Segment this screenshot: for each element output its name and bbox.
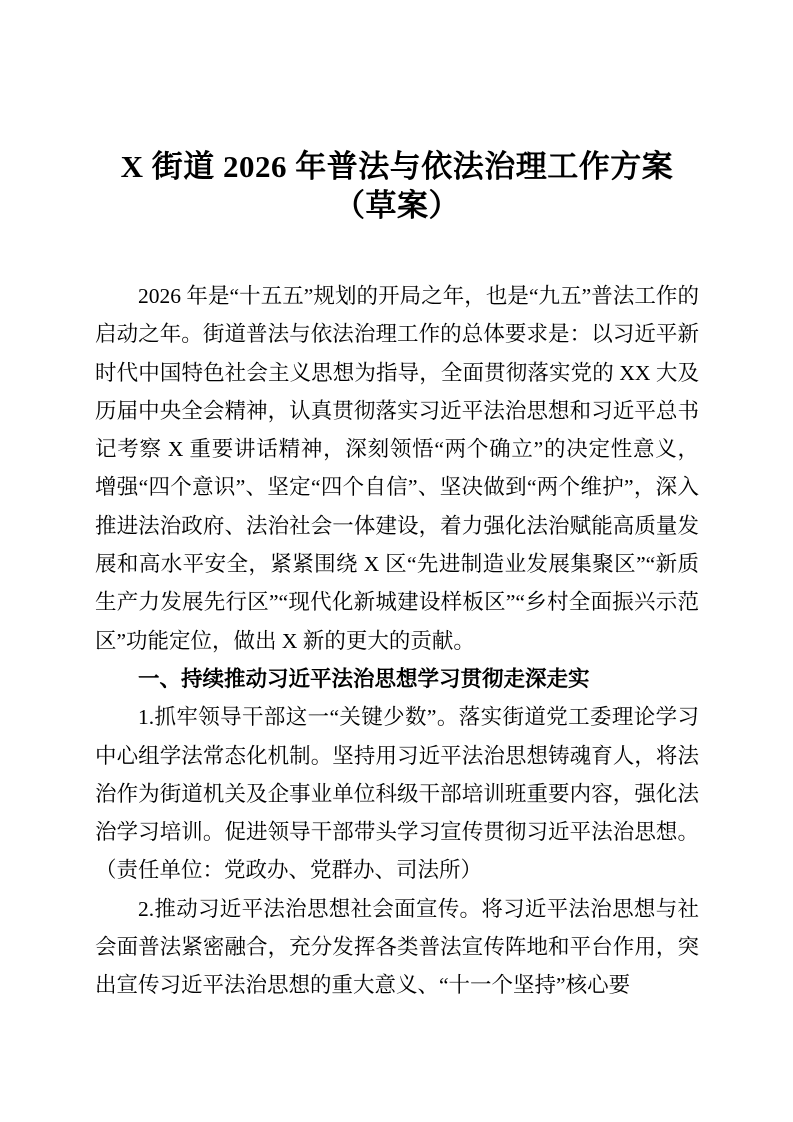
numbered-paragraph-1: 1.抓牢领导干部这一“关键少数”。落实街道党工委理论学习中心组学法常态化机制。坚持用习近平法治思想铸魂育人，将法治作为街道机关及企事业单位科级干部培训班重要内容，强化法治学习培训。促进领导干部带头学习宣传贯彻习近平法治思想。（责任单位：党政办、党群办、司法所） [95,705,699,883]
intro-paragraph: 2026 年是“十五五”规划的开局之年，也是“九五”普法工作的启动之年。街道普法与依法治理工作的总体要求是：以习近平新时代中国特色社会主义思想为指导，全面贯彻落实党的 XX 大及历届中央全会精神，认真贯彻落实习近平法治思想和习近平总书记考察 X 重要讲话精神，深刻领悟“两个确立”的决定性意义，增强“四个意识”、坚定“四个自信”、坚决做到“两个维护”，深入推进法治政府、法治社会一体建设，着力强化法治赋能高质量发展和高水平安全，紧紧围绕 X 区“先进制造业发展集聚区”“新质生产力发展先行区”“现代化新城建设样板区”“乡村全面振兴示范区”功能定位，做出 X 新的更大的贡献。 [95,284,699,653]
document-title: X 街道 2026 年普法与依法治理工作方案（草案） [120,149,674,223]
numbered-paragraph-2: 2.推动习近平法治思想社会面宣传。将习近平法治思想与社会面普法紧密融合，充分发挥各类普法宣传阵地和平台作用，突出宣传习近平法治思想的重大意义、“十一个坚持”核心要 [95,896,699,998]
section-heading-1: 一、持续推动习近平法治思想学习贯彻走深走实 [138,666,590,691]
